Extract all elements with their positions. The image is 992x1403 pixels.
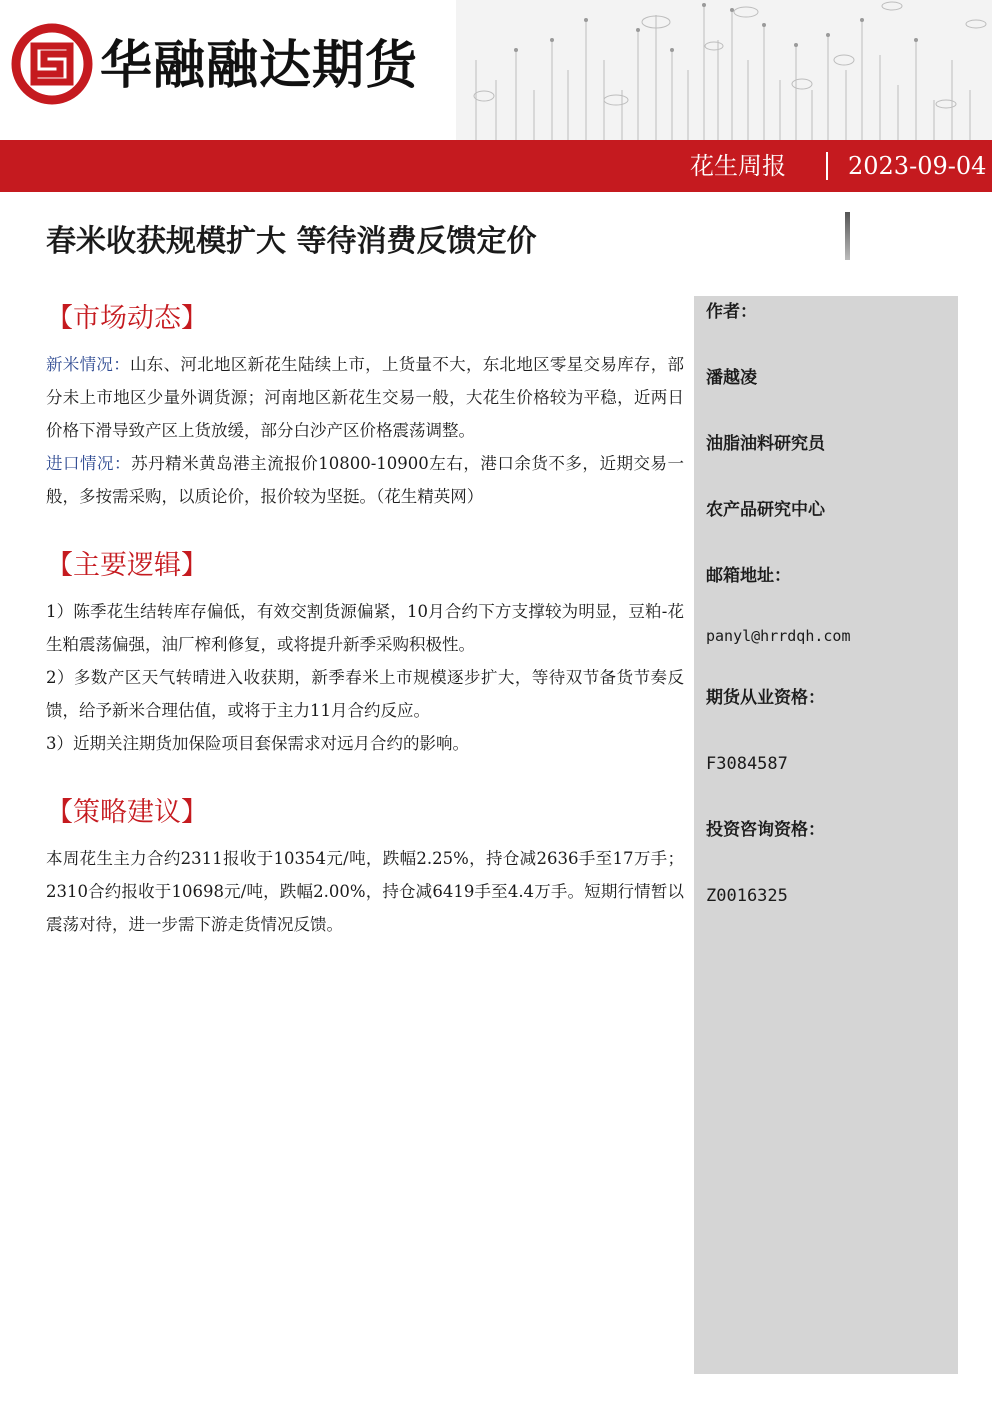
advisory-cert-number: Z0016325 — [706, 886, 788, 906]
author-department: 农产品研究中心 — [706, 500, 825, 520]
report-date: 2023-09-04 — [848, 152, 987, 180]
brand-name: 华融融达期货 — [100, 36, 419, 96]
import-paragraph — [46, 447, 684, 513]
company-logo-icon — [10, 22, 94, 106]
new-crop-paragraph — [46, 348, 684, 447]
import-text: 苏丹精米黄岛港主流报价10800-10900左右，港口余货不多，近期交易一般，多按需采购，以质论价，报价较为坚挺。（花生精英网） — [46, 454, 684, 506]
author-sidebar — [694, 296, 958, 1374]
section-title-logic: 【主要逻辑】 — [46, 550, 208, 581]
section-title-market: 【市场动态】 — [46, 303, 208, 334]
futures-cert-number: F3084587 — [706, 754, 788, 774]
report-type: 花生周报 — [690, 152, 786, 180]
author-role: 油脂油料研究员 — [706, 434, 825, 454]
decorative-circuit-graphic — [456, 0, 992, 140]
import-lead: 进口情况： — [46, 454, 132, 473]
email-label: 邮箱地址： — [706, 566, 791, 586]
main-content — [46, 296, 684, 941]
advisory-cert-label: 投资咨询资格： — [706, 820, 825, 840]
logic-item: 2）多数产区天气转晴进入收获期，新季春米上市规模逐步扩大，等待双节备货节奏反馈，给予新米合理估值，或将于主力11月合约反应。 — [46, 668, 684, 720]
banner-divider — [826, 152, 828, 180]
new-crop-text: 山东、河北地区新花生陆续上市，上货量不大，东北地区零星交易库存，部分未上市地区少量外调货源；河南地区新花生交易一般，大花生价格较为平稳，近两日价格下滑导致产区上货放缓，部分白沙产区价格震荡调整。 — [46, 355, 685, 440]
author-email[interactable]: panyl@hrrdqh.com — [706, 627, 851, 645]
new-crop-lead: 新米情况： — [46, 355, 130, 374]
strategy-text: 本周花生主力合约2311报收于10354元/吨，跌幅2.25%，持仓减2636手至17万手；2310合约报收于10698元/吨，跌幅2.00%，持仓减6419手至4.4万手。短期行情暂以震荡对待，进一步需下游走货情况反馈。 — [46, 849, 684, 934]
report-headline: 春米收获规模扩大 等待消费反馈定价 — [46, 224, 537, 259]
futures-cert-label: 期货从业资格： — [706, 688, 825, 708]
author-name: 潘越凌 — [706, 368, 757, 388]
logic-item: 3）近期关注期货加保险项目套保需求对远月合约的影响。 — [46, 734, 469, 753]
author-label: 作者： — [706, 302, 757, 322]
headline-marker — [845, 212, 850, 260]
section-title-strategy: 【策略建议】 — [46, 797, 208, 828]
logic-item: 1）陈季花生结转库存偏低，有效交割货源偏紧，10月合约下方支撑较为明显，豆粕-花生粕震荡偏强，油厂榨利修复，或将提升新季采购积极性。 — [46, 602, 684, 654]
report-banner — [0, 140, 992, 192]
page-header — [0, 0, 992, 140]
